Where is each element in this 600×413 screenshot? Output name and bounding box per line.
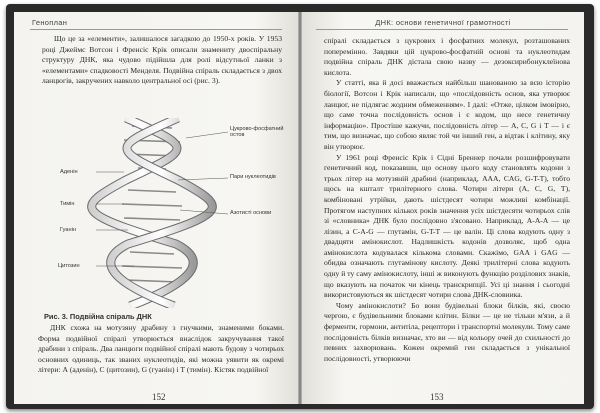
label-nitrogen-bases: Азотисті основи [230,210,272,216]
left-text-bottom [38,323,284,376]
paragraph: Що це за «елементи», залишалося загадкою до 1950-х років. У 1953 році Джеймс Вотсон і Френсіс Крік описали знамениту двоспіральну структуру ДНК, яка чудово підійшла для ролі відсутньої ланки з «елементами» спадковості Менделя. Подвійна спіраль складається з двох ланцюгів, закручених навколо центральної осі (рис. 3). [42,34,282,86]
label-guanine: Гуанін [60,227,76,233]
paragraph: У статті, яка й досі вважається найбільш шанованою за всю історію біології, Вотсон і Крік написали, що «послідовність основ, яка утворює ланцюг, не підлягає жодним обмеженням». І далі: «Отже, цілком імовірно, що саме точна послідовність основ і є кодом, що несе генетичну інформацію». Простіше кажучи, послідовність літер — A, C, G і T — і є тим, що визначає, що собою являє той чи інший ген, а відтак і клітину, яку він утворює. [324,78,570,151]
paragraph: ДНК схожа на мотузяну драбину з гнучкими, знаменими боками. Форма подвійної спіралі утворюється внаслідок закручування такої драбини з спіраль. Два ланцюги подвійної спіралі мають будову з чотирьох основних одиниць, так званих нуклеотидів, які можна уявити як окремі літери: А (аденін), С (цитозин), G (гуанін) і Т (тимін). Кістяк подвійної [38,323,284,375]
dna-figure [54,118,284,308]
left-text-top [42,34,282,87]
right-text [324,36,570,364]
paragraph: спіралі складається з цукрових і фосфатних молекул, розташованих поперемінно. Завдяки цій цукрово-фосфатній основі та нуклеотидам подвійна спіраль ДНК дістала свою назву — дезоксирибонуклеїнова кислота. [324,36,570,77]
header-rule-left [30,29,282,30]
left-page [14,12,298,404]
paragraph: У 1961 році Френсіс Крік і Сідні Бреннер почали розшифровувати генетичний код, показавши, що основу цього коду становлять кодони з трьох літер на мотузяній драбині (наприклад, AAA, CAG, G-T-T), тобто щось на кшталт трилітерного слова. Чотири літери (A, C, G, T), комбіновані утрійки, дають шістдесят чотири можливі комбінації. Протягом наступних кількох років значення усіх шістдесяти чотирьох слів зі «словника» ДНК було послідовно з'ясовано. Наприклад, A-A-A — це лізин, а C-A-G — глутамін, G-T-T — це валін. Ці слова кодують одну з двадцяти амінокислот. Надлишкість кодонів дозволяє, щоб одна амінокислота кодувалася кількома словами. Скажімо, GAA і GAG — обидва означають глутамінову кислоту. Деякі трилітерні слова кодують одну й ту саму амінокислоту, інші ж виконують функцію розділових знаків, що вказують на початок чи кінець транскрипції. Усі ці знання і сьогодні використовуються як шістдесят чотири слова ДНК-словника. [324,152,570,300]
label-nucleotide-pairs: Пари нуклеотидів [230,174,276,180]
label-sugar-phosphate: Цукрово-фосфатний остов [230,126,284,139]
right-page [302,12,584,404]
book [6,4,594,409]
label-thymine: Тимін [60,201,75,207]
running-head-left: Геноплан [32,18,68,27]
page-number-left: 152 [152,392,166,402]
running-head-right: ДНК: основи генетичної грамотності [375,18,511,27]
page-number-right: 153 [430,392,444,402]
header-rule-right [316,29,568,30]
label-adenine: Аденін [60,169,78,175]
figure-caption: Рис. 3. Подвійна спіраль ДНК [44,312,152,321]
paragraph: Чому амінокислоти? Бо вони будівельні блоки білків, які, своєю чергою, є будівельними блоками клітин. Білки — це не тільки м'язи, а й ферменти, гормони, антитіла, рецептори і транспортні молекули. Тому саме послідовність білків визначає, хто ви — від кольору очей до схильності до певних захворювань. Кожен окремий ген складається з унікальної послідовності, утворюючи [324,300,570,363]
label-cytosine: Цитозин [58,263,80,269]
